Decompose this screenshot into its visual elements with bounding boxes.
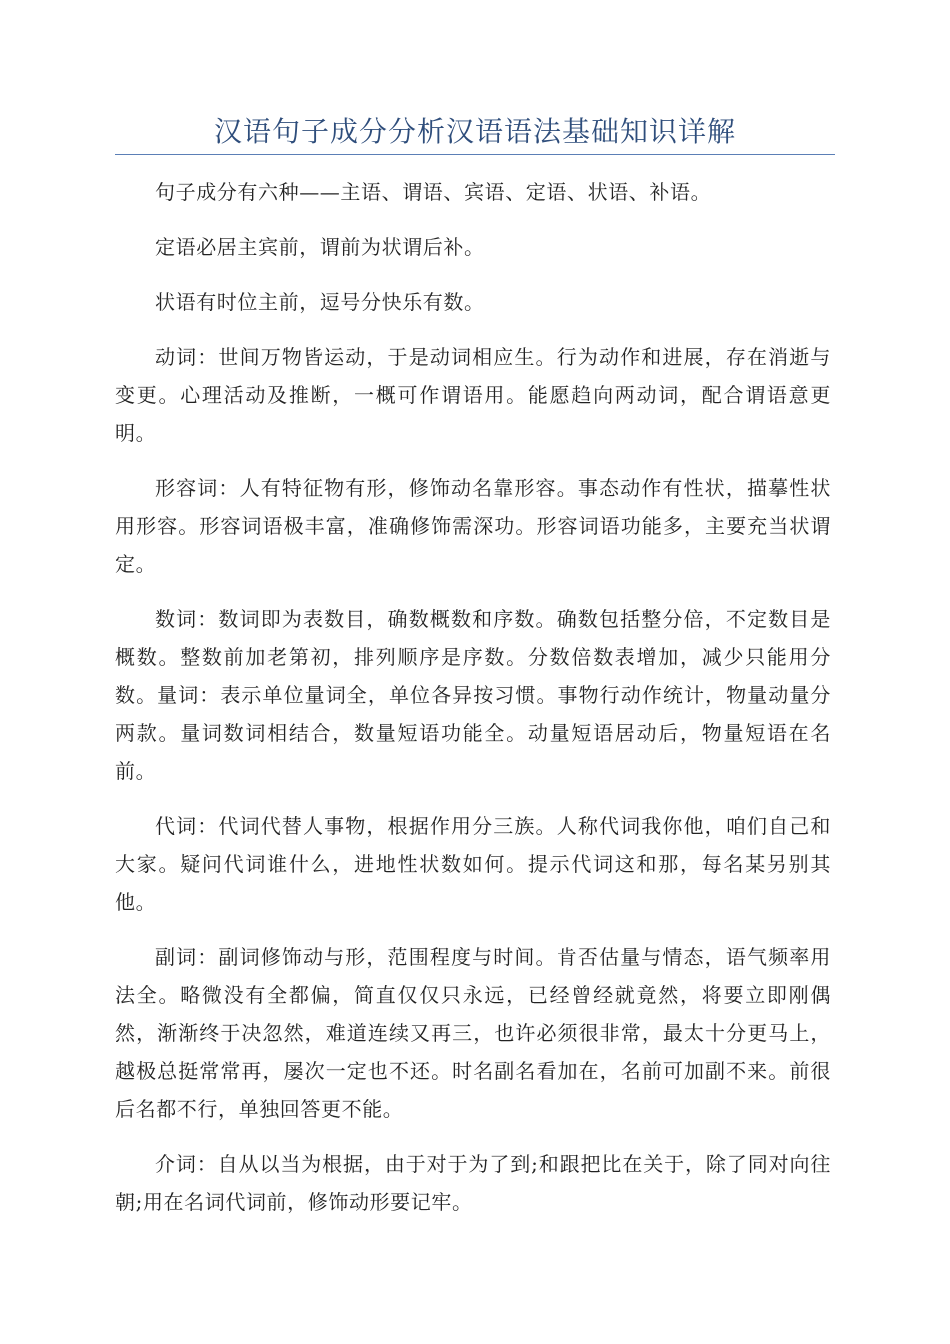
paragraph-numerals-measure-words: 数词：数词即为表数目，确数概数和序数。确数包括整分倍，不定数目是概数。整数前加老第初，排列顺序是序数。分数倍数表增加，减少只能用分数。量词：表示单位量词全，单位各异按习惯。事物行动作统计，物量动量分两款。量词数词相结合，数量短语功能全。动量短语居动后，物量短语在名前。 [115,607,831,783]
paragraph-verbs: 动词：世间万物皆运动，于是动词相应生。行为动作和进展，存在消逝与变更。心理活动及推断，一概可作谓语用。能愿趋向两动词，配合谓语意更明。 [115,345,831,445]
document-title: 汉语句子成分分析汉语语法基础知识详解 [213,115,736,148]
paragraph-adjectives: 形容词：人有特征物有形，修饰动名靠形容。事态动作有性状，描摹性状用形容。形容词语极丰富，准确修饰需深功。形容词语功能多，主要充当状谓定。 [115,476,831,576]
paragraph-adverbs: 副词：副词修饰动与形，范围程度与时间。肯否估量与情态，语气频率用法全。略微没有全都偏，简直仅仅只永远，已经曾经就竟然，将要立即刚偶然，渐渐终于决忽然，难道连续又再三，也许必须很非常，最太十分更马上，越极总挺常常再，屡次一定也不还。时名副名看加在，名前可加副不来。前很后名都不行，单独回答更不能。 [115,945,831,1121]
paragraph-prepositions: 介词：自从以当为根据，由于对于为了到;和跟把比在关于，除了同对向往朝;用在名词代词前，修饰动形要记牢。 [115,1152,831,1214]
document-body [115,173,831,1238]
title-underline [115,154,835,155]
paragraph-sentence-components: 句子成分有六种——主语、谓语、宾语、定语、状语、补语。 [155,180,712,204]
paragraph-pronouns: 代词：代词代替人事物，根据作用分三族。人称代词我你他，咱们自己和大家。疑问代词谁什么，进地性状数如何。提示代词这和那，每名某另别其他。 [115,814,831,914]
paragraph-attributive-rule: 定语必居主宾前，谓前为状谓后补。 [155,235,485,259]
paragraph-adverbial-rule: 状语有时位主前，逗号分快乐有数。 [155,290,485,314]
